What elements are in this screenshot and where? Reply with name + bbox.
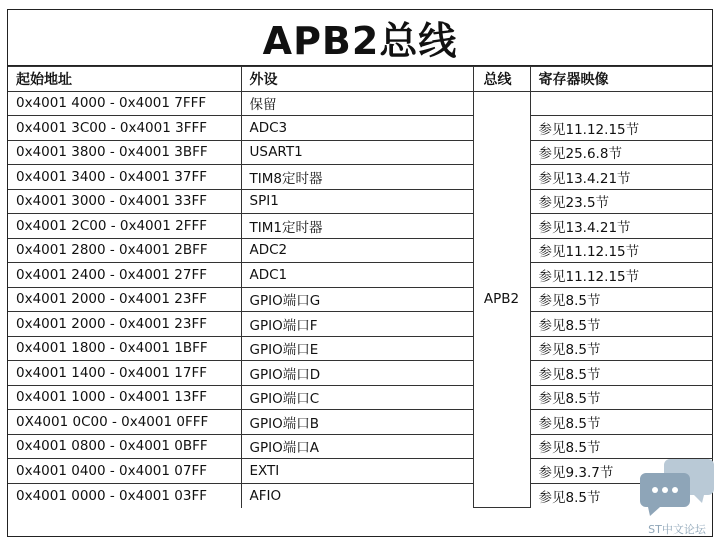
start-address-cell: 0x4001 2000 - 0x4001 23FF bbox=[8, 287, 241, 312]
start-address-cell: 0x4001 0000 - 0x4001 03FF bbox=[8, 483, 241, 508]
header-peripheral: 外设 bbox=[241, 67, 473, 92]
table-row bbox=[8, 410, 713, 435]
start-address-cell: 0x4001 3C00 - 0x4001 3FFF bbox=[8, 116, 241, 141]
register-map-cell: 参见13.4.21节 bbox=[530, 214, 713, 239]
start-address-cell: 0x4001 0400 - 0x4001 07FF bbox=[8, 459, 241, 484]
table-row bbox=[8, 459, 713, 484]
watermark bbox=[638, 455, 716, 537]
register-map-cell: 参见8.5节 bbox=[530, 434, 713, 459]
peripheral-cell: GPIO端口E bbox=[241, 336, 473, 361]
table-row bbox=[8, 312, 713, 337]
start-address-cell: 0x4001 3000 - 0x4001 33FF bbox=[8, 189, 241, 214]
peripheral-cell: GPIO端口C bbox=[241, 385, 473, 410]
table-row bbox=[8, 91, 713, 116]
peripheral-cell: AFIO bbox=[241, 483, 473, 508]
table-header-row bbox=[8, 67, 713, 92]
table-row bbox=[8, 336, 713, 361]
table-row bbox=[8, 189, 713, 214]
start-address-cell: 0x4001 3800 - 0x4001 3BFF bbox=[8, 140, 241, 165]
register-map-cell: 参见8.5节 bbox=[530, 410, 713, 435]
table-row bbox=[8, 287, 713, 312]
register-map-cell: 参见8.5节 bbox=[530, 287, 713, 312]
peripheral-cell: GPIO端口D bbox=[241, 361, 473, 386]
register-map-cell bbox=[530, 91, 713, 116]
peripheral-cell: GPIO端口A bbox=[241, 434, 473, 459]
bus-cell: APB2 bbox=[473, 91, 530, 508]
table-row bbox=[8, 434, 713, 459]
page-title: APB2总线 bbox=[8, 10, 712, 66]
start-address-cell: 0x4001 4000 - 0x4001 7FFF bbox=[8, 91, 241, 116]
peripheral-cell: SPI1 bbox=[241, 189, 473, 214]
register-map-cell: 参见23.5节 bbox=[530, 189, 713, 214]
table-row bbox=[8, 214, 713, 239]
register-map-cell: 参见25.6.8节 bbox=[530, 140, 713, 165]
register-map-cell: 参见13.4.21节 bbox=[530, 165, 713, 190]
start-address-cell: 0x4001 2400 - 0x4001 27FF bbox=[8, 263, 241, 288]
table-row bbox=[8, 263, 713, 288]
register-map-cell: 参见8.5节 bbox=[530, 336, 713, 361]
table-row bbox=[8, 140, 713, 165]
register-map-cell: 参见8.5节 bbox=[530, 483, 713, 508]
watermark-text: ST中文论坛 bbox=[648, 523, 706, 536]
peripheral-cell: ADC3 bbox=[241, 116, 473, 141]
start-address-cell: 0x4001 2800 - 0x4001 2BFF bbox=[8, 238, 241, 263]
peripheral-cell: 保留 bbox=[241, 91, 473, 116]
chat-bubbles-icon bbox=[638, 455, 716, 517]
peripheral-cell: EXTI bbox=[241, 459, 473, 484]
peripheral-cell: GPIO端口B bbox=[241, 410, 473, 435]
start-address-cell: 0x4001 2C00 - 0x4001 2FFF bbox=[8, 214, 241, 239]
peripheral-cell: ADC2 bbox=[241, 238, 473, 263]
document-frame bbox=[7, 9, 713, 537]
peripheral-cell: GPIO端口F bbox=[241, 312, 473, 337]
peripheral-cell: TIM1定时器 bbox=[241, 214, 473, 239]
table-row bbox=[8, 116, 713, 141]
table-row bbox=[8, 361, 713, 386]
register-map-cell: 参见8.5节 bbox=[530, 385, 713, 410]
peripheral-cell: USART1 bbox=[241, 140, 473, 165]
register-map-cell: 参见9.3.7节 bbox=[530, 459, 713, 484]
header-bus: 总线 bbox=[473, 67, 530, 92]
table-row bbox=[8, 238, 713, 263]
start-address-cell: 0x4001 2000 - 0x4001 23FF bbox=[8, 312, 241, 337]
register-map-cell: 参见11.12.15节 bbox=[530, 238, 713, 263]
start-address-cell: 0x4001 1800 - 0x4001 1BFF bbox=[8, 336, 241, 361]
start-address-cell: 0x4001 1000 - 0x4001 13FF bbox=[8, 385, 241, 410]
header-register-map: 寄存器映像 bbox=[530, 67, 713, 92]
register-map-table bbox=[8, 66, 713, 508]
peripheral-cell: TIM8定时器 bbox=[241, 165, 473, 190]
header-start-address: 起始地址 bbox=[8, 67, 241, 92]
table-row bbox=[8, 165, 713, 190]
register-map-cell: 参见11.12.15节 bbox=[530, 116, 713, 141]
start-address-cell: 0X4001 0C00 - 0x4001 0FFF bbox=[8, 410, 241, 435]
register-map-cell: 参见8.5节 bbox=[530, 361, 713, 386]
register-map-cell: 参见8.5节 bbox=[530, 312, 713, 337]
start-address-cell: 0x4001 0800 - 0x4001 0BFF bbox=[8, 434, 241, 459]
register-map-cell: 参见11.12.15节 bbox=[530, 263, 713, 288]
table-row bbox=[8, 483, 713, 508]
peripheral-cell: GPIO端口G bbox=[241, 287, 473, 312]
peripheral-cell: ADC1 bbox=[241, 263, 473, 288]
table-row bbox=[8, 385, 713, 410]
start-address-cell: 0x4001 3400 - 0x4001 37FF bbox=[8, 165, 241, 190]
start-address-cell: 0x4001 1400 - 0x4001 17FF bbox=[8, 361, 241, 386]
